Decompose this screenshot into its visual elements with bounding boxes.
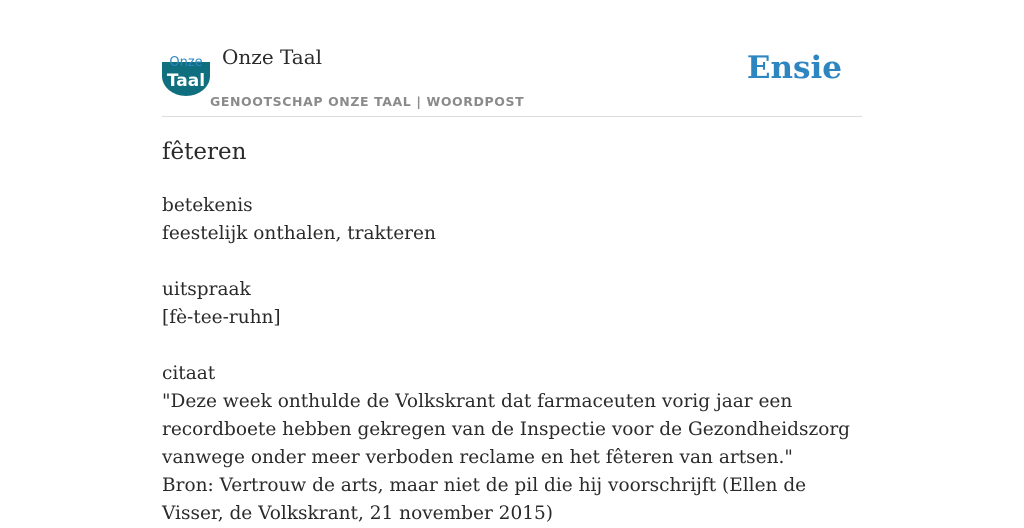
header: [162, 0, 862, 117]
pronunciation-label: uitspraak: [162, 279, 251, 300]
quote-section: [162, 360, 862, 528]
entry-content: [162, 192, 862, 528]
pronunciation-text: [fè-tee-ruhn]: [162, 307, 281, 328]
brand-name[interactable]: Onze Taal: [222, 45, 323, 69]
pronunciation-section: [162, 276, 862, 332]
meaning-text: feestelijk onthalen, trakteren: [162, 223, 436, 244]
ensie-logo[interactable]: Ensie: [746, 50, 842, 86]
quote-source: Bron: Vertrouw de arts, maar niet de pil die hij voorschrijft (Ellen de Visser, de Volkskrant, 21 november 2015): [162, 475, 807, 524]
quote-label: citaat: [162, 363, 216, 384]
quote-text: "Deze week onthulde de Volkskrant dat farmaceuten vorig jaar een recordboete hebben gekregen van de Inspectie voor de Gezondheidszorg vanwege onder meer verboden reclame en het fêteren van artsen.": [162, 391, 851, 468]
meaning-section: [162, 192, 862, 248]
onze-taal-logo[interactable]: [162, 52, 210, 96]
logo-bottom-text: Taal: [166, 71, 206, 91]
entry-title: fêteren: [162, 139, 247, 165]
logo-top-text: Onze: [169, 55, 203, 70]
page: [162, 0, 862, 524]
header-subtitle: GENOOTSCHAP ONZE TAAL | WOORDPOST: [210, 94, 525, 109]
meaning-label: betekenis: [162, 195, 253, 216]
